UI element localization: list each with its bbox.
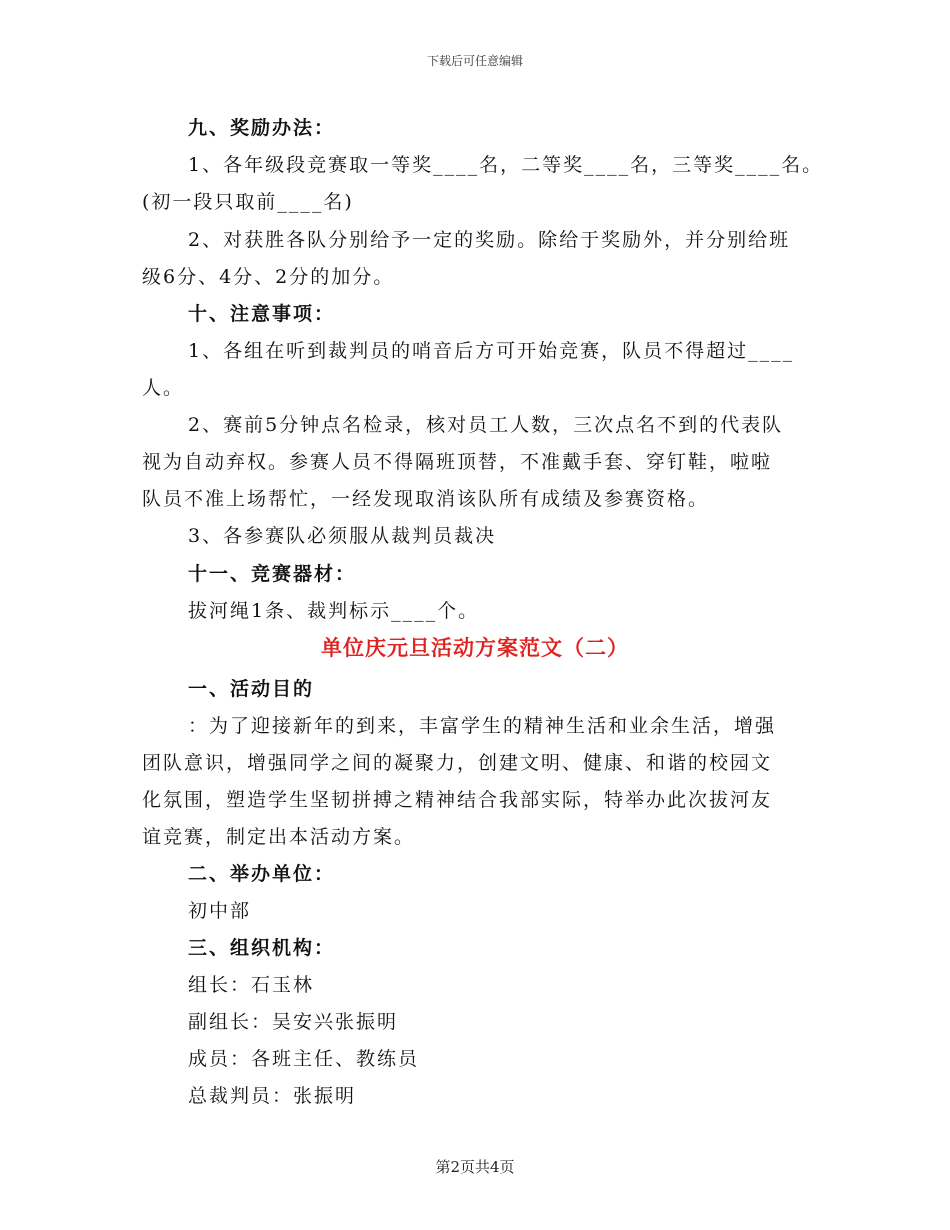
- paragraph-line: 组长：石玉林: [188, 974, 315, 996]
- section-heading-equipment: 十一、竞赛器材：: [188, 563, 357, 585]
- paragraph-line: 3、各参赛队必须服从裁判员裁决: [188, 525, 497, 547]
- paragraph-line: 化氛围，塑造学生坚韧拼搏之精神结合我部实际，特举办此次拔河友: [142, 789, 773, 811]
- section-heading-notes: 十、注意事项：: [188, 303, 336, 325]
- paragraph-line: 2、赛前5分钟点名检录，核对员工人数，三次点名不到的代表队: [188, 414, 784, 436]
- paragraph-line: 总裁判员：张振明: [188, 1085, 357, 1107]
- section-heading-organization: 三、组织机构：: [188, 937, 336, 959]
- paragraph-line: (初一段只取前____名): [142, 191, 354, 213]
- page-footer: 第2页共4页: [435, 1158, 515, 1176]
- paragraph-line: 2、对获胜各队分别给予一定的奖励。除给于奖励外，并分别给班: [188, 229, 791, 251]
- paragraph-line: 拔河绳1条、裁判标示____个。: [188, 600, 480, 622]
- paragraph-line: 队员不准上场帮忙，一经发现取消该队所有成绩及参赛资格。: [142, 488, 710, 510]
- paragraph-line: 成员：各班主任、教练员: [188, 1048, 420, 1070]
- paragraph-line: 初中部: [188, 900, 252, 922]
- paragraph-line: 1、各组在听到裁判员的哨音后方可开始竞赛，队员不得超过____: [188, 340, 795, 362]
- page-header: 下载后可任意编辑: [426, 54, 523, 68]
- section-heading-rewards: 九、奖励办法：: [188, 117, 336, 139]
- paragraph-line: 副组长：吴安兴张振明: [188, 1011, 399, 1033]
- paragraph-line: 谊竞赛，制定出本活动方案。: [142, 826, 416, 848]
- paragraph-line: 级6分、4分、2分的加分。: [142, 266, 395, 288]
- section-heading-organizer: 二、举办单位：: [188, 863, 336, 885]
- section-heading-purpose: 一、活动目的: [188, 678, 315, 700]
- paragraph-line: 视为自动弃权。参赛人员不得隔班顶替，不准戴手套、穿钉鞋，啦啦: [142, 451, 773, 473]
- paragraph-line: 人。: [142, 377, 185, 399]
- document-title: 单位庆元旦活动方案范文（二）: [321, 635, 629, 660]
- paragraph-line: 团队意识，增强同学之间的凝聚力，创建文明、健康、和谐的校园文: [142, 752, 773, 774]
- paragraph-line: 1、各年级段竞赛取一等奖____名，二等奖____名，三等奖____名。: [188, 154, 824, 176]
- paragraph-line: ：为了迎接新年的到来，丰富学生的精神生活和业余生活，增强: [188, 715, 777, 737]
